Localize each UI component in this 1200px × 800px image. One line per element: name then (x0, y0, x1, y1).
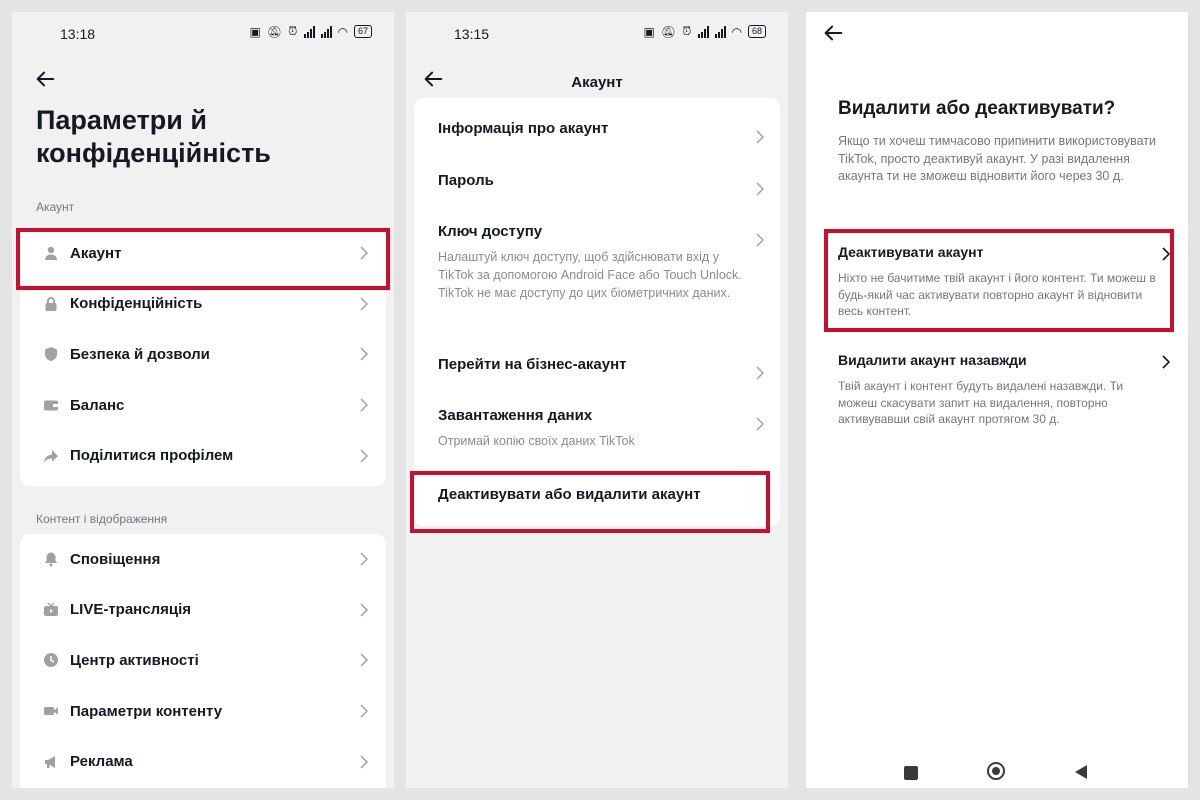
shield-icon (42, 345, 60, 363)
chevron-right-icon (360, 246, 368, 260)
download-data-item[interactable] (438, 407, 780, 450)
option-description: Ніхто не бачитиме твій акаунт і його контент. Ти можеш в будь-який час активувати повторно акаунт й відновити весь контент. (838, 271, 1156, 318)
mute-icon: 🔕︎ (660, 24, 677, 39)
option-description: Твій акаунт і контент будуть видалені назавжди. Ти можеш скасувати запит на видалення, повторно активувавши свій акаунт протягом 30 д. (838, 379, 1124, 426)
settings-item-label: LIVE-трансляція (70, 601, 192, 619)
settings-item-content-preferences[interactable] (20, 686, 386, 737)
back-arrow-icon[interactable] (818, 18, 848, 48)
business-account-item[interactable] (438, 356, 780, 373)
status-bar (12, 12, 394, 56)
chevron-right-icon (756, 182, 764, 196)
alarm-icon: ⏰︎ (682, 24, 692, 38)
password-item[interactable] (438, 172, 780, 189)
tv-icon (42, 601, 60, 619)
mute-icon: 🔕︎ (266, 24, 283, 39)
chevron-right-icon (360, 704, 368, 718)
deactivate-or-delete-item[interactable] (438, 486, 780, 503)
chevron-right-icon (1162, 355, 1170, 369)
signal-icon (715, 26, 726, 38)
item-label: Ключ доступу (438, 223, 543, 240)
settings-privacy-screen (12, 12, 394, 788)
settings-item-label: Центр активності (70, 651, 199, 669)
passkey-item[interactable] (438, 223, 780, 302)
settings-item-activity-center[interactable] (20, 635, 386, 686)
chevron-right-icon (360, 603, 368, 617)
chevron-right-icon (360, 398, 368, 412)
signal-icon (321, 26, 332, 38)
chevron-right-icon (360, 755, 368, 769)
person-icon (42, 244, 60, 262)
chevron-right-icon (756, 366, 764, 380)
clock-icon (42, 651, 60, 669)
chevron-right-icon (1162, 247, 1170, 261)
alarm-icon: ⏰︎ (288, 24, 298, 38)
battery-icon: 68 (748, 25, 766, 38)
section-label-content: Контент і відображення (36, 512, 168, 526)
chevron-right-icon (360, 297, 368, 311)
account-options-card (414, 98, 780, 526)
status-time: 13:15 (454, 26, 490, 42)
account-screen (406, 12, 788, 788)
status-time: 13:18 (60, 26, 96, 42)
chevron-right-icon (360, 552, 368, 566)
settings-item-security[interactable] (20, 329, 386, 380)
battery-icon: 67 (354, 25, 372, 38)
item-label: Завантаження даних (438, 407, 593, 424)
chevron-right-icon (360, 347, 368, 361)
option-label: Видалити акаунт назавжди (838, 352, 1027, 368)
item-label: Деактивувати або видалити акаунт (438, 486, 701, 503)
nfc-icon: ▣ (249, 24, 261, 39)
signal-icon (698, 26, 709, 38)
wifi-icon: ◠ (731, 24, 742, 39)
settings-item-live[interactable] (20, 585, 386, 636)
item-label: Інформація про акаунт (438, 120, 609, 137)
settings-item-account[interactable] (20, 228, 386, 279)
home-icon[interactable] (987, 762, 1005, 780)
settings-item-label: Сповіщення (70, 550, 161, 568)
bell-icon (42, 550, 60, 568)
page-title: Видалити або деактивувати? (838, 98, 1116, 119)
delete-account-permanently-option[interactable] (838, 352, 1168, 428)
content-settings-card (20, 534, 386, 788)
chevron-right-icon (756, 130, 764, 144)
settings-item-share-profile[interactable] (20, 430, 386, 481)
wallet-icon (42, 396, 60, 414)
signal-icon (304, 26, 315, 38)
item-description: Налаштуй ключ доступу, щоб здійснювати вхід у TikTok за допомогою Android Face або Touch Unlock. TikTok не має доступу до цих біометричних даних. (438, 250, 742, 300)
settings-item-label: Баланс (70, 396, 125, 414)
share-icon (42, 447, 60, 465)
settings-item-privacy[interactable] (20, 279, 386, 330)
nfc-icon: ▣ (643, 24, 655, 39)
account-info-item[interactable] (438, 120, 780, 137)
item-label: Пароль (438, 172, 494, 189)
settings-item-label: Безпека й дозволи (70, 345, 210, 363)
deactivate-account-option[interactable] (838, 244, 1168, 320)
page-title: Параметри й конфіденційність (36, 105, 271, 168)
settings-item-label: Поділитися профілем (70, 447, 234, 465)
section-label-account: Акаунт (36, 200, 75, 214)
item-label: Перейти на бізнес-акаунт (438, 356, 627, 373)
settings-item-label: Конфіденційність (70, 295, 203, 313)
megaphone-icon (42, 753, 60, 771)
chevron-right-icon (360, 449, 368, 463)
chevron-right-icon (360, 653, 368, 667)
video-icon (42, 702, 60, 720)
back-nav-icon[interactable] (1074, 764, 1088, 785)
page-title: Акаунт (571, 74, 623, 91)
status-bar (406, 12, 788, 56)
chevron-right-icon (756, 233, 764, 247)
chevron-right-icon (756, 417, 764, 431)
option-label: Деактивувати акаунт (838, 244, 984, 260)
settings-item-notifications[interactable] (20, 534, 386, 585)
settings-item-label: Акаунт (70, 244, 122, 262)
settings-item-label: Параметри контенту (70, 702, 223, 720)
lock-icon (42, 295, 60, 313)
settings-item-ads[interactable] (20, 736, 386, 787)
wifi-icon: ◠ (337, 24, 348, 39)
recent-apps-icon[interactable] (904, 766, 918, 780)
intro-text: Якщо ти хочеш тимчасово припинити використовувати TikTok, просто деактивуй акаунт. У разі видалення акаунта ти не зможеш відновити його через 30 д. (838, 134, 1156, 183)
delete-or-deactivate-screen (806, 12, 1188, 788)
back-arrow-icon[interactable] (30, 64, 60, 94)
account-settings-card (20, 228, 386, 486)
settings-item-label: Реклама (70, 753, 133, 771)
settings-item-balance[interactable] (20, 380, 386, 431)
system-nav-bar (806, 760, 1188, 788)
item-description: Отримай копію своїх даних TikTok (438, 434, 635, 448)
